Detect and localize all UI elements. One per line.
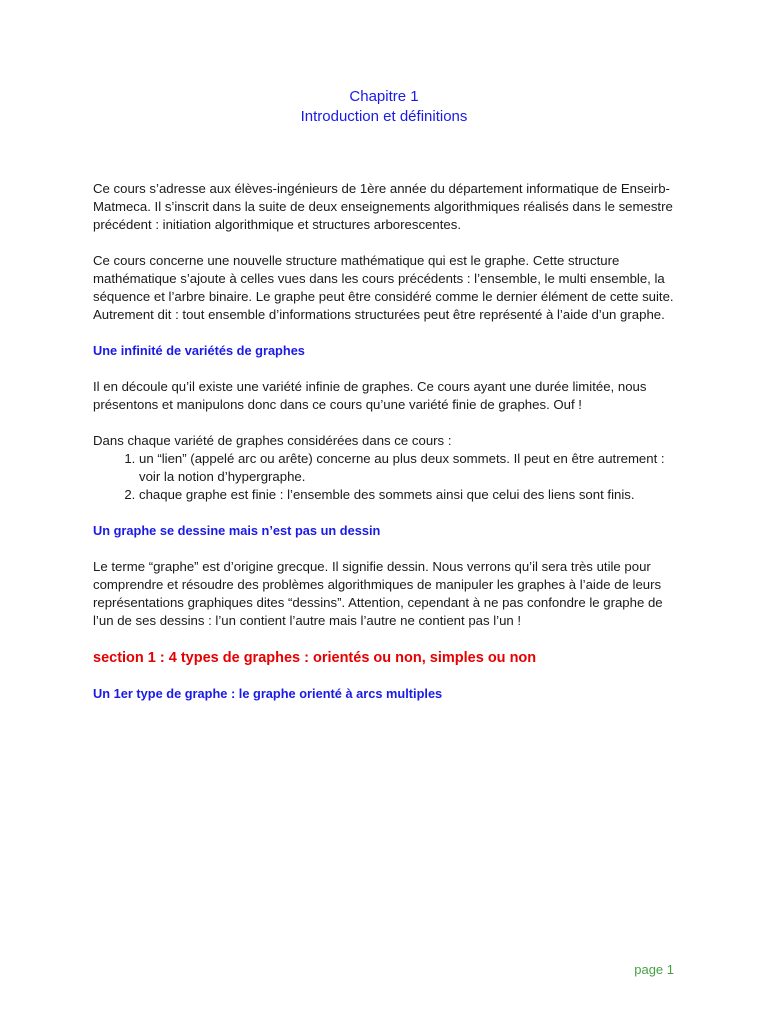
variety-list	[93, 450, 683, 504]
variety-intro-paragraph: Dans chaque variété de graphes considérées dans ce cours :	[93, 433, 452, 448]
heading-first-type: Un 1er type de graphe : le graphe orienté à arcs multiples	[93, 686, 443, 701]
chapter-subtitle: Introduction et définitions	[300, 108, 468, 125]
infinite-paragraph: Il en découle qu’il existe une variété infinie de graphes. Ce cours ayant une durée limitée, nous présentons et manipulons donc dans ce cours qu’une variété finie de graphes. Ouf !	[93, 379, 647, 412]
heading-infinite-varieties: Une infinité de variétés de graphes	[93, 343, 305, 358]
heading-section-1: section 1 : 4 types de graphes : orientés ou non, simples ou non	[93, 650, 537, 666]
drawing-paragraph: Le terme “graphe” est d’origine grecque. Il signifie dessin. Nous verrons qu’il sera très utile pour comprendre et résoudre des problèmes algorithmiques de manipuler les graphes à l’aide de leurs représentations graphiques dites “dessins”. Attention, cependant à ne pas confondre le graphe de l’un de ses dessins : l’un contient l’autre mais l’autre ne contient pas l’un !	[93, 559, 663, 628]
list-item: 2. chaque graphe est finie : l’ensemble des sommets ainsi que celui des liens sont finis.	[139, 486, 683, 504]
page-number: page 1	[634, 962, 674, 977]
chapter-title	[0, 87, 768, 127]
list-item: 1. un “lien” (appelé arc ou arête) concerne au plus deux sommets. Il peut en être autrement : voir la notion d’hypergraphe.	[139, 450, 683, 486]
intro-paragraph: Ce cours s’adresse aux élèves-ingénieurs de 1ère année du département informatique de Enseirb-Matmeca. Il s’inscrit dans la suite de deux enseignements algorithmiques réalisés dans le semestre précédent : initiation algorithmique et structures arborescentes.	[93, 181, 673, 232]
page-content	[93, 180, 683, 703]
structure-paragraph: Ce cours concerne une nouvelle structure mathématique qui est le graphe. Cette structure mathématique s’ajoute à celles vues dans les cours précédents : l’ensemble, le multi ensemble, la séquence et l’arbre binaire. Le graphe peut être considéré comme le dernier élément de cette suite. Autrement dit : tout ensemble d’informations structurées peut être représenté à l’aide d’un graphe.	[93, 253, 674, 322]
chapter-number: Chapitre 1	[349, 88, 419, 105]
heading-drawn-not-drawing: Un graphe se dessine mais n’est pas un dessin	[93, 523, 381, 538]
